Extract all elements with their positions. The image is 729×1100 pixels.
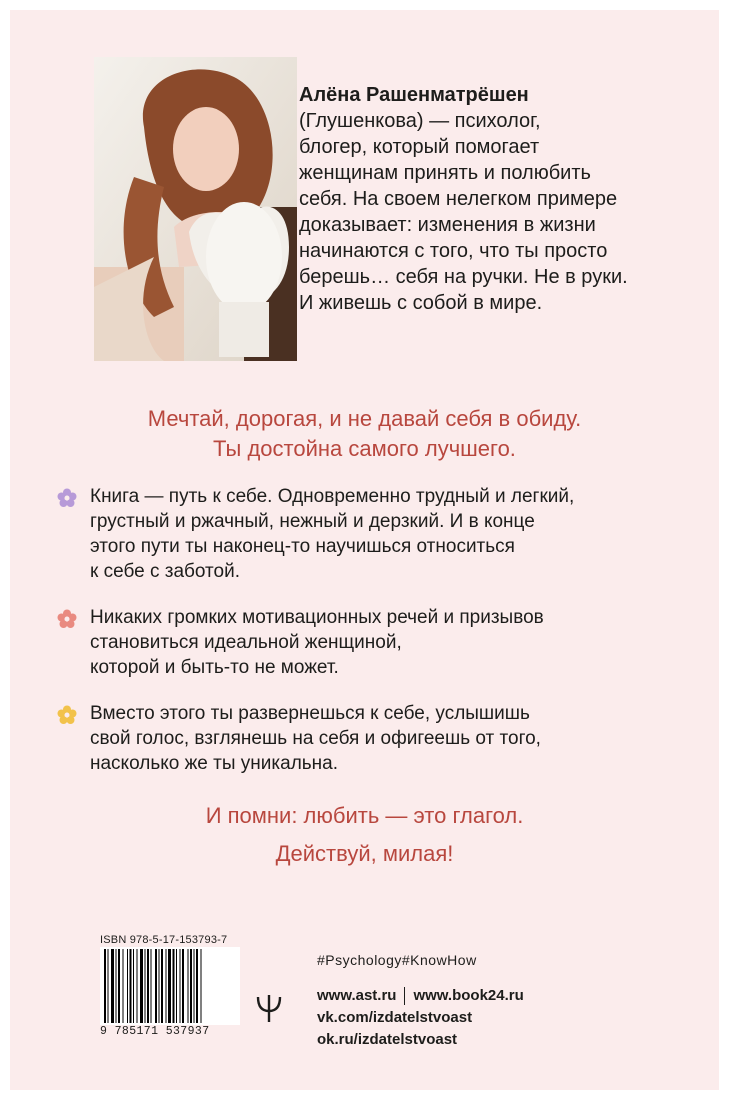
quote-line: Мечтай, дорогая, и не давай себя в обиду.	[147, 406, 582, 431]
bullet-line: к себе с заботой.	[90, 561, 240, 582]
bullet-item-3	[57, 701, 697, 776]
pink-flower-icon	[57, 609, 77, 629]
bullet-item-2	[57, 605, 697, 680]
bio-line: (Глушенкова) — психолог,	[299, 110, 541, 132]
bio-line: женщинам принять и полюбить	[299, 162, 591, 184]
link-divider	[404, 987, 405, 1005]
quote-line: Действуй, милая!	[275, 841, 454, 866]
ok-link[interactable]: ok.ru/izdatelstvoast	[317, 1031, 458, 1048]
bullet-line: свой голос, взглянешь на себя и офигеешь от того,	[90, 728, 541, 749]
isbn-label: ISBN 978-5-17-153793-7	[100, 934, 228, 946]
bio-line: доказывает: изменения в жизни	[299, 214, 596, 236]
bio-line: берешь… себя на ручки. Не в руки.	[299, 266, 628, 288]
author-photo	[94, 57, 297, 361]
bio-line: блогер, который помогает	[299, 136, 540, 158]
bullet-line: которой и быть-то не может.	[90, 657, 339, 678]
bullet-line: этого пути ты наконец-то научишься относиться	[90, 536, 515, 557]
author-name: Алёна Рашенматрёшен	[299, 84, 529, 106]
bullet-item-1	[57, 484, 697, 584]
bullet-line: Вместо этого ты развернешься к себе, услышишь	[90, 703, 530, 724]
bullet-line: становиться идеальной женщиной,	[90, 632, 402, 653]
bio-line: начинаются с того, что ты просто	[299, 240, 608, 262]
bullet-line: Никаких громких мотивационных речей и призывов	[90, 607, 544, 628]
vk-link[interactable]: vk.com/izdatelstvoast	[317, 1009, 473, 1026]
bullet-line: Книга — путь к себе. Одновременно трудный и легкий,	[90, 486, 575, 507]
publisher-logo-icon	[254, 993, 284, 1023]
top-quote	[10, 404, 719, 464]
quote-line: Ты достойна самого лучшего.	[213, 436, 516, 461]
bullet-line: грустный и ржачный, нежный и дерзкий. И в конце	[90, 511, 535, 532]
bio-line: себя. На своем нелегком примере	[299, 188, 618, 210]
bio-line: И живешь с собой в мире.	[299, 292, 543, 314]
lilac-flower-icon	[57, 488, 77, 508]
site-link-ast[interactable]: www.ast.ru	[317, 987, 397, 1004]
hashtags: #Psychology#KnowHow	[317, 952, 477, 968]
site-link-book24[interactable]: www.book24.ru	[413, 987, 524, 1004]
bottom-quote	[10, 797, 719, 873]
book-back-cover	[10, 10, 719, 1090]
author-bio	[299, 82, 639, 316]
quote-line: И помни: любить — это глагол.	[205, 803, 524, 828]
barcode-digits: 9 785171 537937	[100, 1025, 210, 1038]
publisher-links	[317, 985, 524, 1051]
barcode	[100, 947, 240, 1025]
bullet-line: насколько же ты уникальна.	[90, 753, 339, 774]
yellow-flower-icon	[57, 705, 77, 725]
